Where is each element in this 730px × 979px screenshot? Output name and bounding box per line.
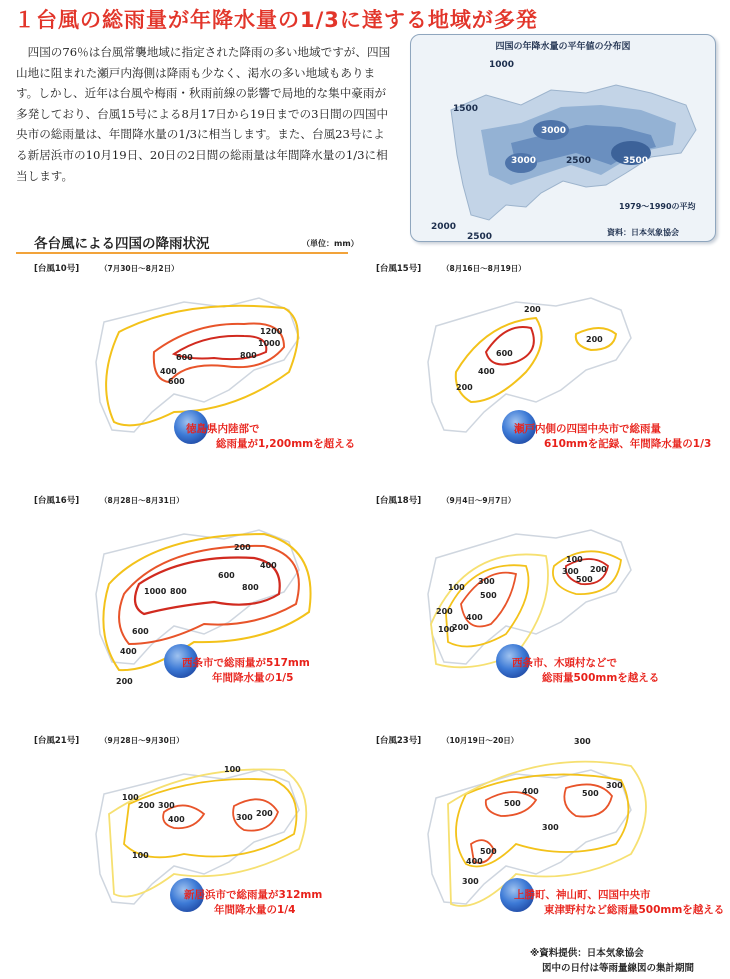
contour-label: 200 bbox=[586, 335, 603, 344]
contour-label: 600 bbox=[132, 627, 149, 636]
panel-callout: 西条市、木頭村などで 総雨量500mmを越える bbox=[512, 657, 660, 684]
contour-label: 1000 bbox=[144, 587, 167, 596]
panel-callout: 上勝町、神山町、四国中央市 東津野村など総雨量500mmを越える bbox=[514, 889, 725, 916]
credit: ※資料提供：日本気象協会 図中の日付は等雨量線図の集計期間 bbox=[530, 948, 695, 974]
panel-dates: （9月28日～9月30日） bbox=[100, 736, 184, 745]
avg-label-3000a: 3000 bbox=[541, 126, 567, 136]
panel-dates: （7月30日～8月2日） bbox=[100, 264, 179, 273]
panel-typhoon-16 bbox=[34, 494, 374, 722]
contour-label: 200 bbox=[524, 305, 541, 314]
avg-label-2000: 2000 bbox=[431, 222, 457, 232]
contour-label: 600 bbox=[496, 349, 513, 358]
panel-label: [台風18号] bbox=[376, 496, 422, 506]
panel-label: [台風21号] bbox=[34, 736, 80, 746]
contour-label: 100 bbox=[122, 793, 139, 802]
contour-label: 300 bbox=[542, 823, 559, 832]
panel-typhoon-21 bbox=[34, 734, 374, 962]
avg-map-caption: 四国の年降水量の平年値の分布図 bbox=[495, 42, 631, 52]
contour-label: 400 bbox=[160, 367, 177, 376]
contour-label: 600 bbox=[176, 353, 193, 362]
contour-label: 500 bbox=[480, 591, 497, 600]
contour-label: 500 bbox=[576, 575, 593, 584]
contour-label: 200 bbox=[436, 607, 453, 616]
avg-label-1500: 1500 bbox=[453, 104, 479, 114]
contour-label: 300 bbox=[562, 567, 579, 576]
panel-typhoon-23 bbox=[376, 734, 725, 962]
contour-label: 300 bbox=[462, 877, 479, 886]
panel-typhoon-10 bbox=[34, 262, 374, 490]
contour-label: 200 bbox=[138, 801, 155, 810]
panel-typhoon-15 bbox=[376, 262, 716, 490]
contour-label: 500 bbox=[582, 789, 599, 798]
contour-label: 400 bbox=[260, 561, 277, 570]
contour-label: 300 bbox=[574, 737, 591, 746]
contour-label: 200 bbox=[452, 623, 469, 632]
avg-label-3000b: 3000 bbox=[511, 156, 537, 166]
contour-label: 800 bbox=[170, 587, 187, 596]
panel-dates: （10月19日～20日） bbox=[442, 736, 519, 745]
contour-label: 1000 bbox=[258, 339, 281, 348]
panel-dates: （8月16日～8月19日） bbox=[442, 264, 526, 273]
panel-callout: 新居浜市で総雨量が312mm 年間降水量の1/4 bbox=[184, 889, 323, 916]
panel-label: [台風10号] bbox=[34, 264, 80, 274]
intro-text: 四国の76％は台風常襲地域に指定された降雨の多い地域ですが、四国山地に阻まれた瀬戸内海側は降雨も少なく、渇水の多い地域もあります。しかし、近年は台風や梅雨・秋雨前線の影響で局地的な集中豪雨が多発しており、台風15号による8月17日から19日までの3日間の四国中央市の総雨量は、年間降水量の1/3に相当します。また、台風23号による新居浜市の10月19日、20日の2日間の総雨量は年間降水量の1/3に相当します。 bbox=[16, 45, 391, 183]
contour-label: 100 bbox=[132, 851, 149, 860]
annual-precipitation-map bbox=[410, 34, 716, 242]
contour-label: 100 bbox=[448, 583, 465, 592]
contour-label: 300 bbox=[606, 781, 623, 790]
contour-label: 300 bbox=[158, 801, 175, 810]
section-title: 各台風による四国の降雨状況 bbox=[34, 236, 210, 252]
contour-label: 1200 bbox=[260, 327, 283, 336]
panel-dates: （9月4日～9月7日） bbox=[442, 496, 516, 505]
panel-callout: 徳島県内陸部で 総雨量が1,200mmを超える bbox=[186, 423, 356, 450]
panel-typhoon-18 bbox=[376, 494, 716, 722]
contour-label: 200 bbox=[256, 809, 273, 818]
avg-label-2500a: 2500 bbox=[566, 156, 592, 166]
contour-label: 800 bbox=[240, 351, 257, 360]
avg-label-1000: 1000 bbox=[489, 60, 515, 70]
contour-label: 400 bbox=[478, 367, 495, 376]
contour-label: 400 bbox=[466, 613, 483, 622]
contour-label: 200 bbox=[456, 383, 473, 392]
contour-label: 800 bbox=[242, 583, 259, 592]
panel-callout: 西条市で総雨量が517mm 年間降水量の1/5 bbox=[182, 657, 310, 684]
contour-label: 100 bbox=[438, 625, 455, 634]
page-title: １台風の総雨量が年降水量の1/3に達する地域が多発 bbox=[14, 8, 538, 32]
contour-label: 200 bbox=[590, 565, 607, 574]
panel-dates: （8月28日～8月31日） bbox=[100, 496, 184, 505]
contour-label: 100 bbox=[224, 765, 241, 774]
contour-label: 500 bbox=[504, 799, 521, 808]
unit-label: （単位：mm） bbox=[302, 239, 359, 248]
panel-label: [台風23号] bbox=[376, 736, 422, 746]
panel-label: [台風16号] bbox=[34, 496, 80, 506]
contour-label: 200 bbox=[234, 543, 251, 552]
avg-map-period: 1979～1990の平均 bbox=[619, 202, 696, 211]
contour-label: 600 bbox=[218, 571, 235, 580]
contour-label: 100 bbox=[566, 555, 583, 564]
avg-label-2500b: 2500 bbox=[467, 232, 493, 241]
contour-label: 400 bbox=[522, 787, 539, 796]
panel-label: [台風15号] bbox=[376, 264, 422, 274]
contour-label: 200 bbox=[116, 677, 133, 686]
panel-callout: 瀬戸内側の四国中央市で総雨量 610mmを記録、年間降水量の1/3 bbox=[514, 423, 712, 450]
section-heading bbox=[16, 230, 348, 254]
avg-map-source: 資料：日本気象協会 bbox=[607, 228, 679, 237]
contour-label: 300 bbox=[236, 813, 253, 822]
contour-label: 600 bbox=[168, 377, 185, 386]
contour-label: 500 bbox=[480, 847, 497, 856]
contour-label: 400 bbox=[120, 647, 137, 656]
avg-label-3500: 3500 bbox=[623, 156, 649, 166]
contour-label: 400 bbox=[466, 857, 483, 866]
contour-label: 300 bbox=[478, 577, 495, 586]
contour-label: 400 bbox=[168, 815, 185, 824]
